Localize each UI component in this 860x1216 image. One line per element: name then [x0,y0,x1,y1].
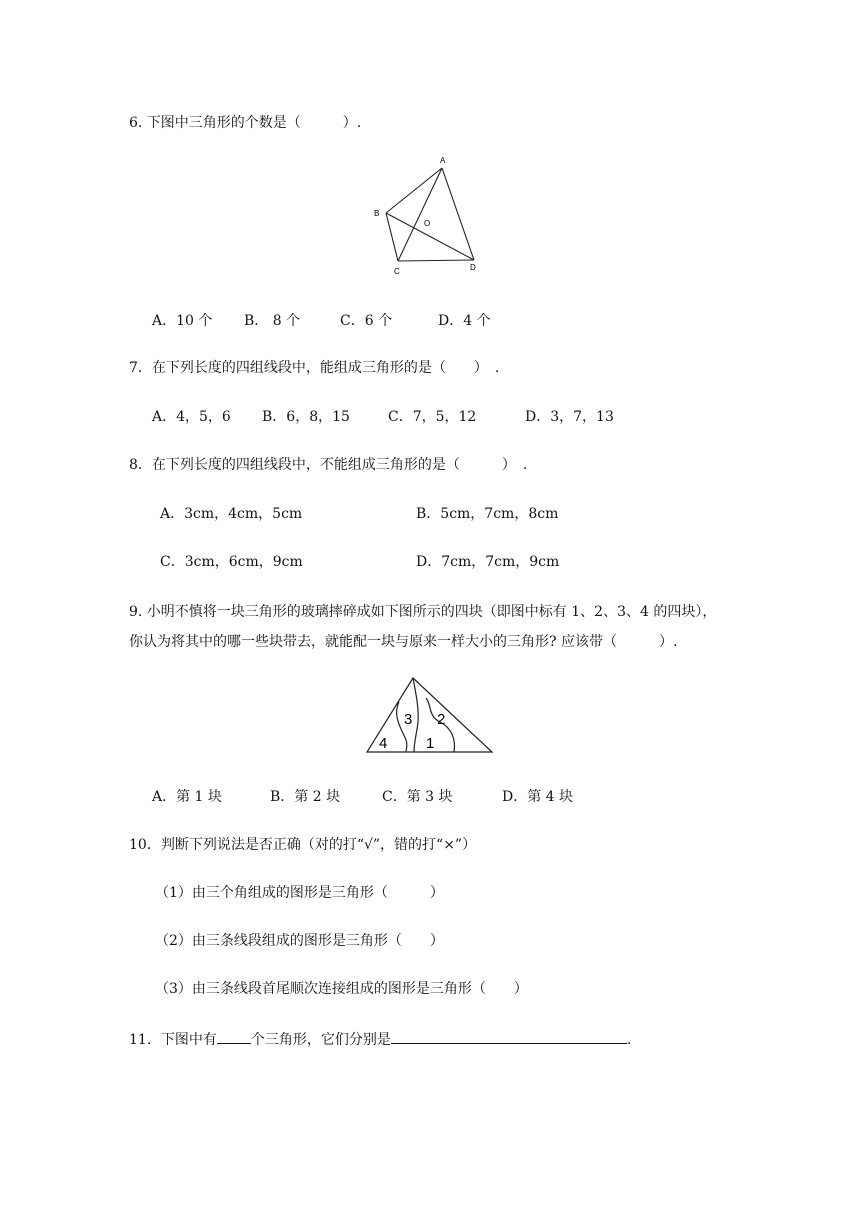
piece-label-1: 1 [426,735,435,752]
q9-line-1: 9. 小明不慎将一块三角形的玻璃摔碎成如下图所示的四块（即图中标有 1、2、3、4 的四块）， [129,604,717,620]
q7-option-b: B．6，8，15 [262,409,350,425]
piece-label-4: 4 [379,735,388,752]
piece-label-2: 2 [437,711,446,728]
q11-suffix: . [626,1032,632,1048]
q6-option-c: C．6 个 [340,313,393,329]
edge-AB [386,168,442,213]
q10-item-3: （3）由三条线段首尾顺次连接组成的图形是三角形（ ） [155,981,528,997]
edge-BC [386,213,398,261]
q7-option-c: C．7，5，12 [388,409,477,425]
q11-prefix: 11．下图中有 [129,1032,217,1048]
q10-item-2: （2）由三条线段组成的图形是三角形（ ） [155,933,444,949]
q9-option-b: B．第 2 块 [270,789,341,805]
q11-list-blank [391,1029,627,1044]
label-A: A [440,156,446,165]
q8-stem: 8．在下列长度的四组线段中，不能组成三角形的是（ ） . [129,457,528,473]
q6-option-b: B． 8 个 [244,313,301,329]
q6-quadrilateral-figure [370,152,485,277]
q6-option-a: A．10 个 [152,313,213,329]
q9-option-a: A．第 1 块 [152,789,222,805]
q9-option-d: D．第 4 块 [502,789,574,805]
q11-count-blank [217,1029,251,1044]
q7-option-d: D．3，7，13 [525,409,614,425]
q10-stem: 10．判断下列说法是否正确（对的打“√”，错的打“×”） [129,837,477,853]
label-C: C [394,267,400,276]
q6-option-d: D．4 个 [438,313,491,329]
q9-line-2: 你认为将其中的哪一些块带去，就能配一块与原来一样大小的三角形? 应该带（ ）. [129,634,678,650]
q10-item-1: （1）由三个角组成的图形是三角形（ ） [155,885,444,901]
q7-stem: 7．在下列长度的四组线段中，能组成三角形的是（ ） . [129,360,500,376]
q8-option-a: A．3cm，4cm，5cm [160,506,303,522]
q9-broken-glass-figure [362,672,497,756]
label-D: D [470,263,476,272]
edge-AD [442,168,474,260]
crack-middle [413,678,418,752]
q7-option-a: A．4，5，6 [152,409,231,425]
q11-middle: 个三角形，它们分别是 [250,1032,391,1048]
q8-option-d: D．7cm，7cm，9cm [416,554,560,570]
q8-option-c: C．3cm，6cm，9cm [160,554,303,570]
q11-stem [129,1029,631,1049]
q8-option-b: B．5cm，7cm，8cm [416,506,559,522]
q9-option-c: C．第 3 块 [382,789,453,805]
piece-label-3: 3 [404,711,413,728]
q6-stem: 6. 下图中三角形的个数是（ ）. [129,115,362,131]
diagonal-AC [398,168,442,261]
edge-CD [398,260,474,261]
label-O: O [424,219,431,228]
label-B: B [374,209,380,218]
